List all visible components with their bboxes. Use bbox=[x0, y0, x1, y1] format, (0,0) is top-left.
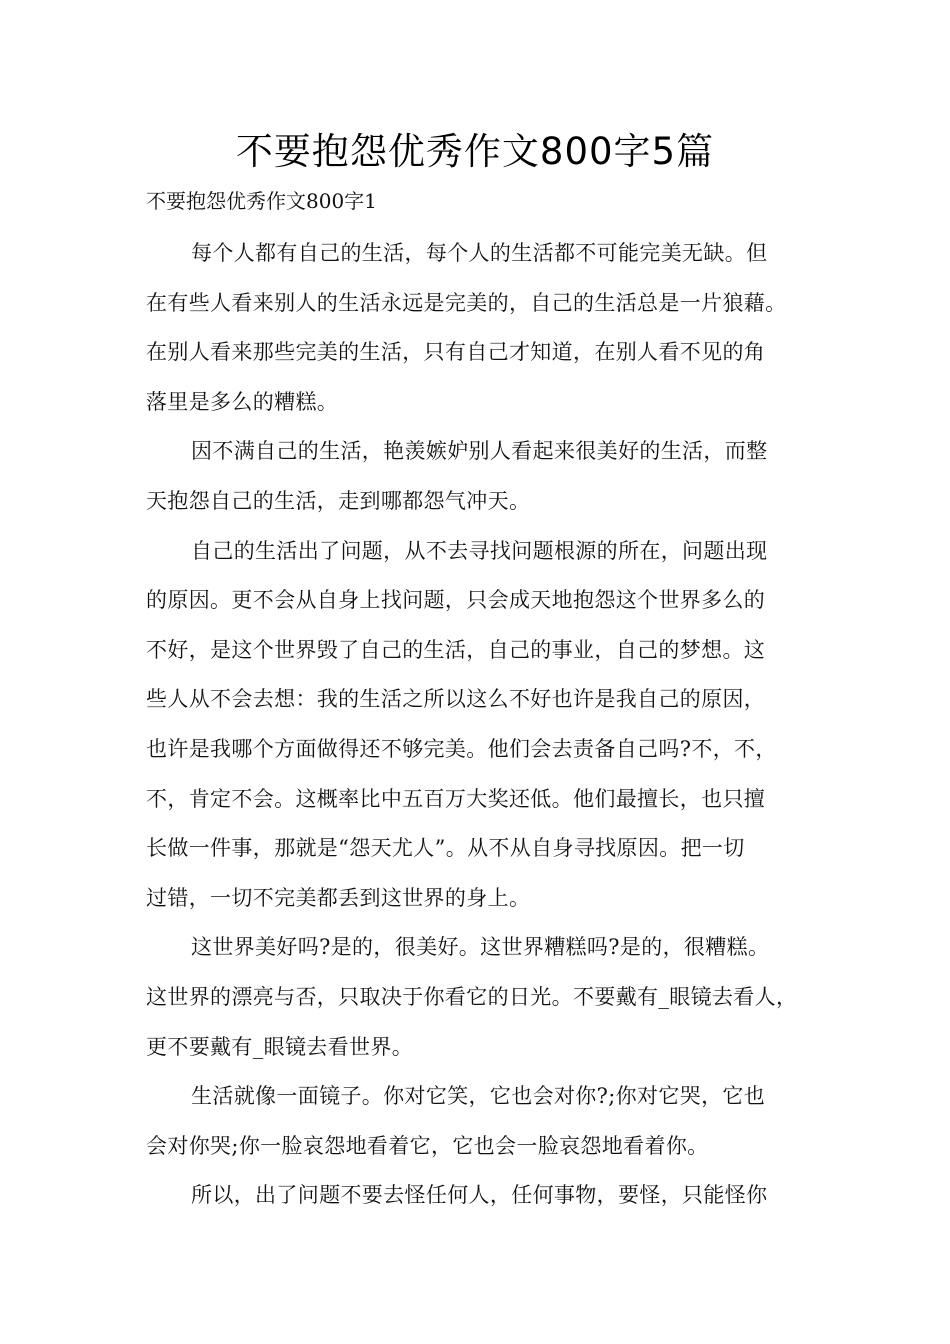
paragraph-line: 不好，是这个世界毁了自己的生活，自己的事业，自己的梦想。这 bbox=[146, 637, 766, 662]
paragraph-line: 些人从不会去想：我的生活之所以这么不好也许是我自己的原因， bbox=[146, 687, 766, 712]
paragraph-line: 生活就像一面镜子。你对它笑，它也会对你?;你对它哭，它也 bbox=[191, 1084, 766, 1109]
paragraph-line: 过错，一切不完美都丢到这世界的身上。 bbox=[146, 885, 531, 910]
paragraph-line: 在别人看来那些完美的生活，只有自己才知道，在别人看不见的角 bbox=[146, 340, 766, 365]
page-title: 不要抱怨优秀作文800字5篇 bbox=[235, 130, 715, 173]
paragraph-6 bbox=[146, 1171, 846, 1221]
paragraph-5 bbox=[146, 1072, 846, 1171]
paragraph-line: 落里是多么的糟糕。 bbox=[146, 389, 339, 414]
paragraph-line: 长做一件事，那就是“怨天尤人”。从不从自身寻找原因。把一切 bbox=[146, 836, 745, 861]
paragraph-line: 自己的生活出了问题，从不去寻找问题根源的所在，问题出现 bbox=[191, 538, 768, 563]
essay-subtitle: 不要抱怨优秀作文800字1 bbox=[146, 189, 377, 213]
paragraph-line: 因不满自己的生活，艳羡嫉妒别人看起来很美好的生活，而整 bbox=[191, 439, 768, 464]
paragraph-line: 这世界美好吗?是的，很美好。这世界糟糕吗?是的，很糟糕。 bbox=[191, 935, 770, 960]
paragraph-line: 更不要戴有_眼镜去看世界。 bbox=[146, 1034, 414, 1059]
paragraph-line: 会对你哭;你一脸哀怨地看着它，它也会一脸哀怨地看着你。 bbox=[146, 1133, 709, 1158]
paragraph-line: 也许是我哪个方面做得还不够完美。他们会去责备自己吗?不，不， bbox=[146, 736, 777, 761]
paragraph-line: 天抱怨自己的生活，走到哪都怨气冲天。 bbox=[146, 488, 531, 513]
essay-body bbox=[146, 229, 846, 1221]
paragraph-2 bbox=[146, 427, 846, 526]
paragraph-line: 每个人都有自己的生活，每个人的生活都不可能完美无缺。但 bbox=[191, 241, 768, 265]
paragraph-line: 不，肯定不会。这概率比中五百万大奖还低。他们最擅长，也只擅 bbox=[146, 786, 766, 811]
paragraph-line: 的原因。更不会从自身上找问题，只会成天地抱怨这个世界多么的 bbox=[146, 588, 766, 613]
paragraph-3 bbox=[146, 527, 846, 924]
paragraph-line: 这世界的漂亮与否，只取决于你看它的日光。不要戴有_眼镜去看人， bbox=[146, 984, 798, 1009]
paragraph-4 bbox=[146, 923, 846, 1072]
paragraph-1 bbox=[146, 229, 846, 427]
paragraph-line: 在有些人看来别人的生活永远是完美的，自己的生活总是一片狼藉。 bbox=[146, 290, 787, 315]
paragraph-line: 所以，出了问题不要去怪任何人，任何事物，要怪，只能怪你 bbox=[191, 1183, 768, 1208]
